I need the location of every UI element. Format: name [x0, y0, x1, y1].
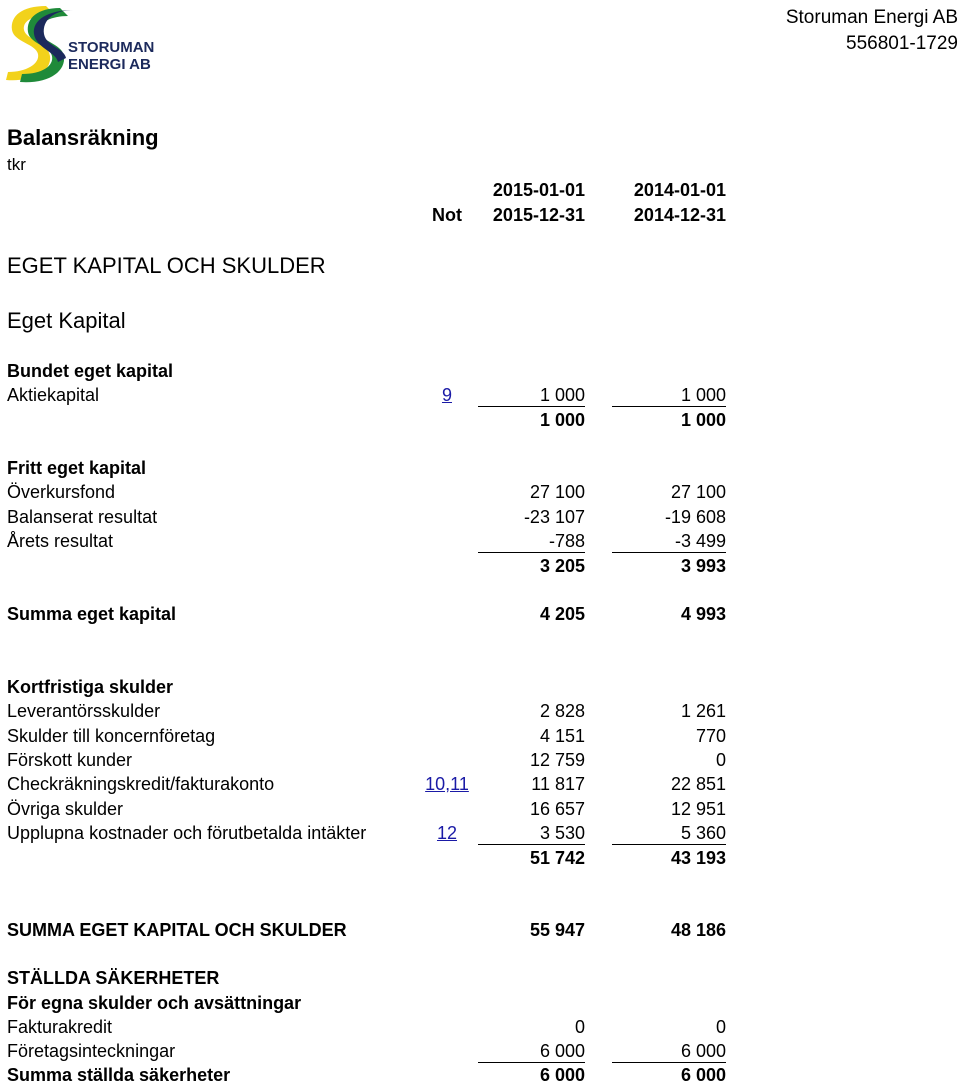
row-label: Summa ställda säkerheter — [7, 1065, 231, 1085]
row-label: Överkursfond — [7, 482, 116, 502]
section-eget-kapital-och-skulder: EGET KAPITAL OCH SKULDER — [7, 253, 326, 278]
value-2014: 1 261 — [680, 701, 726, 721]
note-link[interactable]: 9 — [441, 385, 452, 405]
col1-from: 2015-01-01 — [492, 180, 585, 200]
value-2015: 16 657 — [529, 799, 585, 819]
value-2014: 6 000 — [680, 1065, 726, 1085]
svg-text:ENERGI AB: ENERGI AB — [68, 56, 151, 73]
value-2014: 22 851 — [670, 774, 726, 794]
value-2014: 5 360 — [612, 823, 726, 845]
logo-mark — [2, 2, 172, 84]
unit-label: tkr — [7, 155, 26, 174]
row-kortfristiga-sum — [0, 848, 960, 872]
section-for-egna-skulder: För egna skulder och avsättningar — [7, 993, 302, 1013]
value-2015: 3 530 — [478, 823, 585, 845]
col2-from: 2014-01-01 — [633, 180, 726, 200]
col1-to: 2015-12-31 — [492, 205, 585, 225]
row-label: Upplupna kostnader och förutbetalda intäkter — [7, 823, 367, 843]
row-label: Aktiekapital — [7, 385, 100, 405]
row-koncernforetag — [0, 726, 960, 750]
section-stallda-sakerheter: STÄLLDA SÄKERHETER — [7, 968, 220, 988]
section-bundet: Bundet eget kapital — [7, 361, 174, 381]
row-label: Årets resultat — [7, 531, 114, 551]
row-aktiekapital — [0, 385, 960, 409]
row-label: Fakturakredit — [7, 1017, 113, 1037]
value-2015: 51 742 — [529, 848, 585, 868]
company-header — [786, 5, 958, 57]
value-2015: 27 100 — [529, 482, 585, 502]
value-2015: 11 817 — [531, 774, 585, 794]
value-2014: 48 186 — [670, 920, 726, 940]
row-label: Balanserat resultat — [7, 507, 158, 527]
row-bundet-sum — [0, 410, 960, 434]
row-summa-total — [0, 920, 960, 944]
row-label: SUMMA EGET KAPITAL OCH SKULDER — [7, 920, 347, 940]
value-2014: 1 000 — [612, 385, 726, 407]
row-checkrakningskredit — [0, 774, 960, 798]
value-2014: 1 000 — [680, 410, 726, 430]
value-2015: 4 151 — [539, 726, 585, 746]
row-upplupna-kostnader — [0, 823, 960, 847]
value-2014: -19 608 — [664, 507, 726, 527]
note-link[interactable]: 12 — [436, 823, 458, 843]
value-2015: 2 828 — [539, 701, 585, 721]
section-fritt: Fritt eget kapital — [7, 458, 147, 478]
section-kortfristiga: Kortfristiga skulder — [7, 677, 174, 697]
row-ovriga-skulder — [0, 799, 960, 823]
value-2014: 43 193 — [670, 848, 726, 868]
value-2015: -788 — [478, 531, 585, 553]
row-overkursfond — [0, 482, 960, 506]
row-summa-eget-kapital — [0, 604, 960, 628]
row-label: Leverantörsskulder — [7, 701, 161, 721]
value-2015: 1 000 — [539, 410, 585, 430]
section-eget-kapital: Eget Kapital — [7, 308, 126, 333]
row-forskott-kunder — [0, 750, 960, 774]
row-label: Förskott kunder — [7, 750, 133, 770]
row-fakturakredit — [0, 1017, 960, 1041]
value-2014: 27 100 — [670, 482, 726, 502]
value-2014: 0 — [715, 1017, 726, 1037]
value-2014: 0 — [715, 750, 726, 770]
value-2014: 770 — [695, 726, 726, 746]
row-arets-resultat — [0, 531, 960, 555]
row-label: Övriga skulder — [7, 799, 124, 819]
org-number: 556801-1729 — [846, 33, 958, 54]
value-2014: -3 499 — [612, 531, 726, 553]
row-balanserat — [0, 507, 960, 531]
value-2015: 55 947 — [529, 920, 585, 940]
row-summa-stallda — [0, 1065, 960, 1085]
row-fritt-sum — [0, 556, 960, 580]
row-label: Summa eget kapital — [7, 604, 177, 624]
value-2015: 6 000 — [539, 1065, 585, 1085]
value-2015: 1 000 — [478, 385, 585, 407]
value-2014: 4 993 — [680, 604, 726, 624]
value-2015: 0 — [574, 1017, 585, 1037]
col2-to: 2014-12-31 — [633, 205, 726, 225]
company-name: Storuman Energi AB — [785, 7, 958, 28]
page-title: Balansräkning — [7, 125, 159, 150]
note-header: Not — [432, 205, 462, 225]
value-2015: 12 759 — [529, 750, 585, 770]
value-2014: 12 951 — [670, 799, 726, 819]
row-leverantorsskulder — [0, 701, 960, 725]
value-2015: 6 000 — [478, 1041, 585, 1063]
value-2014: 3 993 — [680, 556, 726, 576]
row-label: Företagsinteckningar — [7, 1041, 176, 1061]
value-2015: -23 107 — [523, 507, 585, 527]
value-2015: 3 205 — [539, 556, 585, 576]
company-logo — [2, 2, 172, 84]
note-link[interactable]: 10,11 — [425, 774, 469, 794]
row-foretagsinteckningar — [0, 1041, 960, 1065]
value-2015: 4 205 — [539, 604, 585, 624]
value-2014: 6 000 — [612, 1041, 726, 1063]
row-label: Skulder till koncernföretag — [7, 726, 216, 746]
svg-text:STORUMAN: STORUMAN — [68, 39, 155, 56]
row-label: Checkräkningskredit/fakturakonto — [7, 774, 275, 794]
